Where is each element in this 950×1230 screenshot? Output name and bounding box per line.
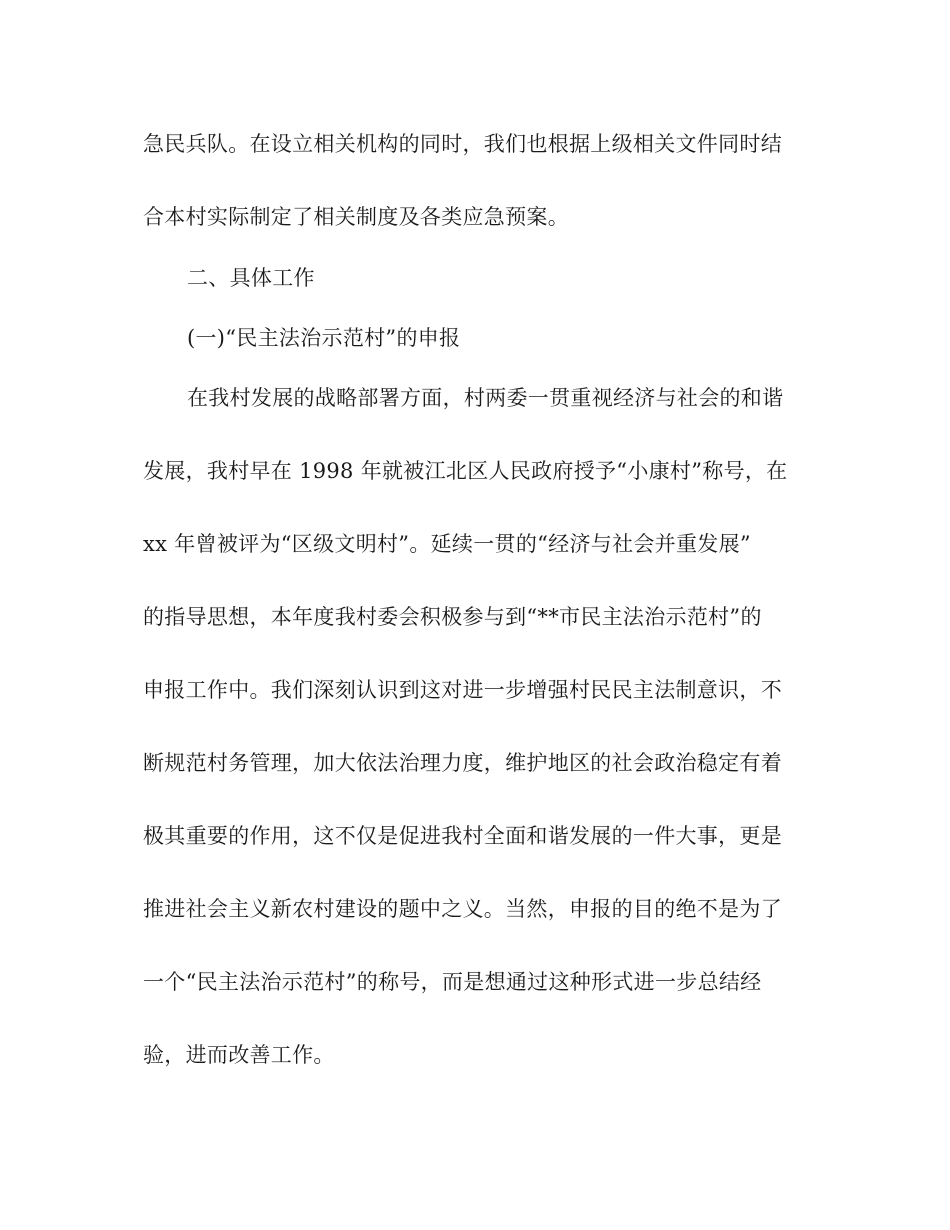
body-text-line: 发展，我村早在 1998 年就被江北区人民政府授予“小康村”称号，在: [143, 459, 788, 483]
body-text-line: 急民兵队。在设立相关机构的同时，我们也根据上级相关文件同时结: [143, 132, 782, 156]
body-text-line: 合本村实际制定了相关制度及各类应急预案。: [143, 205, 569, 229]
body-text-line: 推进社会主义新农村建设的题中之义。当然，申报的目的绝不是为了: [143, 897, 782, 921]
body-text-line: 一个“民主法治示范村”的称号，而是想通过这种形式进一步总结经: [143, 970, 762, 994]
body-text-line: 断规范村务管理，加大依法治理力度，维护地区的社会政治稳定有着: [143, 751, 782, 775]
section-heading: 二、具体工作: [187, 266, 315, 290]
body-text-line: 验，进而改善工作。: [143, 1043, 335, 1067]
subsection-heading: (一)“民主法治示范村”的申报: [187, 326, 461, 350]
body-text-line: 极其重要的作用，这不仅是促进我村全面和谐发展的一件大事，更是: [143, 824, 782, 848]
paragraph-first-line: 在我村发展的战略部署方面，村两委一贯重视经济与社会的和谐: [187, 386, 784, 410]
body-text-line: 的指导思想，本年度我村委会积极参与到“**市民主法治示范村”的: [143, 605, 762, 629]
body-text-line: 申报工作中。我们深刻认识到这对进一步增强村民民主法制意识，不: [143, 678, 782, 702]
body-text-line: xx 年曾被评为“区级文明村”。延续一贯的“经济与社会并重发展”: [143, 532, 751, 556]
